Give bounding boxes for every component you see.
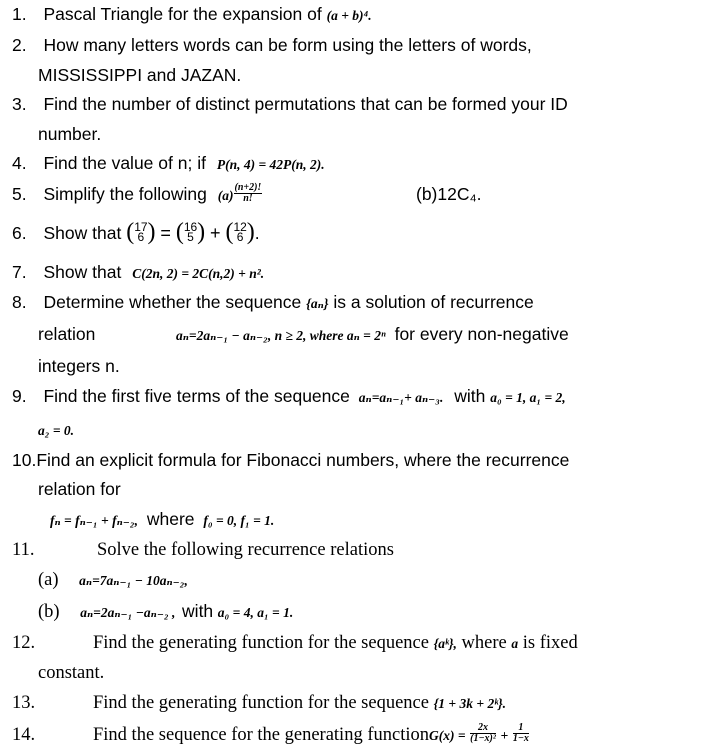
- math-expression: f₀ = 0, f₁ = 1.: [203, 513, 275, 528]
- item-11-b: [38, 600, 293, 624]
- item-number: 14.: [12, 725, 36, 745]
- item-text: Find the generating function for the sequence: [93, 633, 429, 653]
- item-8: [12, 291, 534, 315]
- item-5: [12, 183, 262, 207]
- math-expression: a₀ = 1, a₁ = 2,: [490, 390, 566, 405]
- item-13-body: [93, 692, 506, 715]
- plus-sign: +: [500, 728, 509, 743]
- math-expression: aₙ=2aₙ₋₁ −aₙ₋₂ ,: [80, 605, 176, 620]
- item-number: 3.: [12, 94, 27, 114]
- fraction: [234, 183, 263, 204]
- item-text: is fixed: [522, 633, 578, 653]
- item-8-relation-label: relation: [38, 324, 96, 344]
- item-12-continuation: constant.: [38, 663, 105, 683]
- item-2-continuation: MISSISSIPPI and JAZAN.: [38, 65, 242, 85]
- item-1: [12, 3, 372, 27]
- item-text: Solve the following recurrence relations: [97, 540, 394, 560]
- binomial-3: 12 6: [233, 220, 247, 245]
- item-12: [12, 632, 578, 654]
- item-8-continuation: integers n.: [38, 356, 120, 376]
- item-number: 5.: [12, 184, 27, 204]
- item-text: where: [146, 509, 195, 529]
- item-2: [12, 34, 532, 56]
- item-text-tail: for every non-negative: [394, 324, 569, 344]
- math-expression: a₀ = 4, a₁ = 1.: [217, 605, 294, 620]
- item-14-body: [93, 724, 529, 747]
- item-text: Find the value of n; if: [43, 153, 206, 173]
- item-10-relation: [50, 508, 274, 532]
- math-expression: aₙ=7aₙ₋₁ − 10aₙ₋₂,: [79, 573, 188, 588]
- item-10-continuation: relation for: [38, 479, 121, 499]
- math-expression: P(n, 4) = 42P(n, 2).: [216, 157, 325, 172]
- item-3: [12, 93, 568, 115]
- item-text: Find an explicit formula for Fibonacci numbers, where the recurrence: [36, 450, 570, 470]
- item-number: 1.: [12, 4, 27, 24]
- item-text: Find the number of distinct permutations that can be formed your ID: [43, 94, 568, 114]
- item-text-tail: with: [454, 386, 486, 406]
- part-label: (b): [38, 602, 60, 622]
- item-number: 10.: [12, 450, 37, 470]
- item-text: How many letters words can be form using the letters of words,: [43, 35, 532, 55]
- item-14: [12, 722, 529, 746]
- item-11-a: [38, 569, 188, 592]
- item-number: 4.: [12, 153, 27, 173]
- fraction-denominator: n!: [243, 192, 253, 204]
- item-number: 8.: [12, 292, 27, 312]
- item-text: Find the sequence for the generating function: [93, 725, 429, 745]
- item-number: 12.: [12, 633, 36, 653]
- math-expression: G(x) =: [428, 728, 466, 743]
- math-expression: aₙ=aₙ₋₁+ aₙ₋₃.: [358, 390, 444, 405]
- item-text: Simplify the following: [43, 184, 207, 204]
- item-9: [12, 385, 566, 409]
- math-expression: {aₙ}: [306, 296, 329, 311]
- part-label: (a): [38, 570, 59, 590]
- item-6: 6. Show that ( 17 6 ) = ( 16 5 ) + ( 12 6 ).: [12, 219, 260, 246]
- math-expression: fₙ = fₙ₋₁ + fₙ₋₂,: [50, 513, 138, 528]
- item-text: with: [182, 601, 214, 621]
- item-3-continuation: number.: [38, 124, 102, 144]
- item-10: [12, 449, 569, 471]
- math-expression: C(2n, 2) = 2C(n,2) + n².: [132, 266, 265, 281]
- item-number: 6.: [12, 223, 27, 243]
- fraction-1: $\frac{2x}{\text{(1−x)²}}$: [470, 722, 496, 745]
- item-text: Find the generating function for the sequence: [93, 693, 429, 713]
- item-12-body: [93, 632, 578, 655]
- part-a-label: (a): [217, 188, 234, 203]
- item-5-part-b: (b)12C₄.: [416, 184, 482, 204]
- math-expression: (a + b)⁴.: [326, 8, 372, 23]
- math-symbol: a: [511, 636, 519, 651]
- item-text: Determine whether the sequence: [43, 292, 302, 312]
- math-expression: aₙ=2aₙ₋₁ − aₙ₋₂, n ≥ 2, where aₙ = 2ⁿ: [176, 328, 386, 343]
- fraction-2: $\frac{1}{1-x}$: [512, 722, 529, 745]
- math-expression: {1 + 3k + 2ᵏ}.: [433, 696, 507, 711]
- item-number: 9.: [12, 386, 27, 406]
- binomial-1: 17 6: [134, 220, 148, 245]
- item-4: [12, 152, 325, 176]
- item-7: [12, 261, 264, 285]
- item-number: 2.: [12, 35, 27, 55]
- item-number: 11.: [12, 540, 35, 560]
- item-text: Pascal Triangle for the expansion of: [43, 4, 322, 24]
- fraction-numerator: (n+2)!: [234, 181, 262, 193]
- item-11: [12, 539, 394, 561]
- item-number: 13.: [12, 693, 36, 713]
- item-text: where: [461, 633, 507, 653]
- item-8-relation: [176, 323, 569, 347]
- binomial-2: 16 5: [183, 220, 198, 245]
- item-9-continuation: [38, 418, 74, 442]
- item-text: Show that: [43, 223, 122, 243]
- item-text: Find the first five terms of the sequence: [43, 386, 350, 406]
- math-expression: {aᵏ},: [433, 636, 457, 651]
- item-text: Show that: [43, 262, 122, 282]
- item-13: [12, 692, 507, 714]
- item-number: 7.: [12, 262, 27, 282]
- item-text-tail: is a solution of recurrence: [333, 292, 534, 312]
- math-expression: a₂ = 0.: [38, 423, 75, 438]
